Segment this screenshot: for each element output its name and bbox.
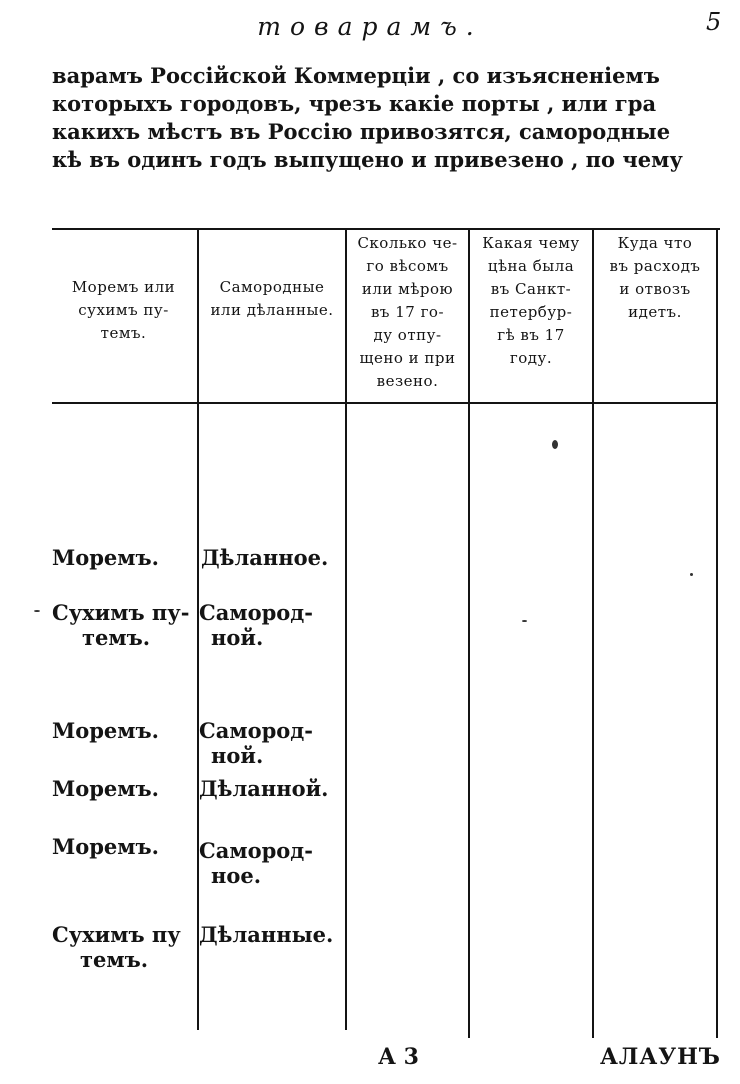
intro-line-2: которыхъ городовъ, чрезъ какiе порты , или гра: [52, 91, 657, 116]
header-destination: Куда что въ расходъ и отвозъ идетъ.: [609, 234, 701, 321]
header-kind: Самородные или дѣланные.: [210, 278, 334, 319]
ink-speck: [552, 440, 558, 449]
row-6-route: Сухимъ пу темъ.: [52, 922, 181, 972]
column-divider-4: [592, 230, 594, 1038]
row-3-kind: Самород- ной.: [199, 718, 313, 768]
row-4-route: Моремъ.: [52, 776, 159, 801]
signature-mark: А 3: [378, 1044, 419, 1070]
intro-line-3: какихъ мѣстъ въ Россiю привозятся, самородные: [52, 119, 671, 144]
row-3-route: Моремъ.: [52, 718, 159, 743]
row-2-kind: Самород- ной.: [199, 600, 313, 650]
row-5-kind: Самород- ное.: [199, 838, 313, 888]
ink-speck: [34, 610, 40, 612]
catchword: АЛАУНЪ: [600, 1044, 721, 1070]
header-route: Моремъ или сухимъ пу- темъ.: [71, 278, 176, 342]
ink-speck: [690, 573, 693, 576]
running-head: товарамъ.: [257, 12, 483, 41]
table-top-rule: [52, 228, 720, 230]
row-6-kind: Дѣланные.: [199, 922, 334, 947]
intro-line-4: кѣ въ одинъ годъ выпущено и привезено , по чему: [52, 147, 683, 172]
row-2-route: Сухимъ пу- темъ.: [52, 600, 190, 650]
header-quantity: Сколько че- го вѣсомъ или мѣрою въ 17 го- ду отпу- щено и при везено.: [357, 234, 458, 390]
column-divider-5: [716, 230, 718, 1038]
row-5-route: Моремъ.: [52, 834, 159, 859]
intro-line-1: варамъ Россiйской Коммерцiи , со изъясненiемъ: [52, 63, 660, 88]
header-price: Какая чему цѣна была въ Санкт- петербур- гѣ въ 17 году.: [482, 234, 580, 367]
row-4-kind: Дѣланной.: [199, 776, 329, 801]
ink-speck: [522, 620, 527, 622]
page-number: 5: [706, 8, 722, 36]
table-header-rule: [52, 402, 718, 404]
row-1-kind: Дѣланное.: [201, 545, 329, 570]
row-1-route: Моремъ.: [52, 545, 159, 570]
